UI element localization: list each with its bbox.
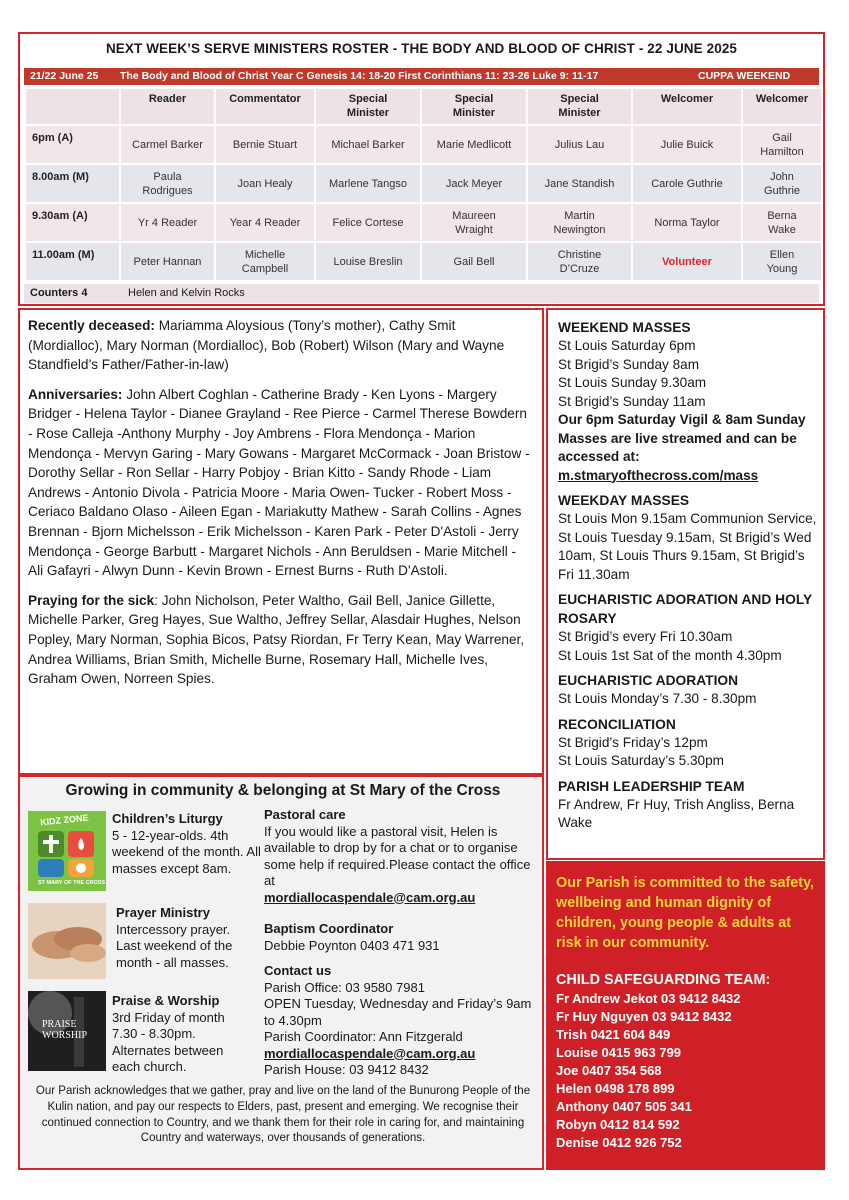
roster-cell: Peter Hannan — [120, 242, 215, 281]
roster-row — [25, 203, 822, 242]
roster-readings: The Body and Blood of Christ Year C Genesis 14: 18-20 First Corinthians 11: 23-26 Luke 9: 11-17 — [120, 70, 599, 82]
roster-cell: Julie Buick — [632, 125, 742, 164]
roster-header — [25, 88, 120, 125]
roster-cell: Volunteer — [632, 242, 742, 281]
safeguarding-member: Joe 0407 354 568 — [556, 1063, 662, 1078]
roster-cell: Maureen Wraight — [421, 203, 527, 242]
roster-cell: Gail Bell — [421, 242, 527, 281]
adoration-time: St Louis Monday’s 7.30 - 8.30pm — [558, 691, 757, 706]
roster-cell: Carole Guthrie — [632, 164, 742, 203]
roster-cell: Joan Healy — [215, 164, 315, 203]
roster-cell: Julius Lau — [527, 125, 632, 164]
roster-cell: Michelle Campbell — [215, 242, 315, 281]
masses-panel — [546, 308, 825, 860]
roster-cell: Felice Cortese — [315, 203, 421, 242]
roster-cell: Ellen Young — [742, 242, 822, 281]
recently-deceased: Recently deceased: Mariamma Aloysious (Tony’s mother), Cathy Smit (Mordialloc), Mary Norman (Mordialloc), Bob (Robert) Wilson (Mary and Wayne Standfield’s Father/Father-in-law) — [28, 318, 505, 373]
roster-header: Welcomer — [742, 88, 822, 125]
roster-cell: Marie Medlicott — [421, 125, 527, 164]
reconciliation-time: St Louis Saturday’s 5.30pm — [558, 753, 724, 768]
kidz-zone-logo — [28, 811, 106, 891]
safeguarding-member: Trish 0421 604 849 — [556, 1027, 671, 1042]
safeguarding-member: Fr Andrew Jekot 03 9412 8432 — [556, 991, 741, 1006]
roster-cell: Bernie Stuart — [215, 125, 315, 164]
safeguarding-commitment: Our Parish is committed to the safety, wellbeing and human dignity of children, young people & adults at risk in our community. — [556, 875, 815, 951]
roster-row — [25, 164, 822, 203]
kidz-zone-text: KIDZ ZONE — [39, 812, 89, 828]
leadership-heading: PARISH LEADERSHIP TEAM — [558, 778, 745, 794]
praise-worship-logo-text: PRAISE WORSHIP — [42, 1019, 88, 1041]
roster-table — [24, 87, 823, 282]
anniversaries: Anniversaries: John Albert Coghlan - Catherine Brady - Ken Lyons - Margery Bridger - Helena Taylor - Dianee Grayland - Ree Pierce - Carmel Therese Bowdern - Rose Calleja -Anthony Murphy - Joy Ambrens - Flora Mendonça - Marion Mendonça - Mervyn Garing - Mary Gowans - Margaret McCormack - Joan Bristow - Dorothy Sellar - Ron Sellar - Harry Pobjoy - Brian Kitto - Sandy Rhode - Liam Andrews - Antonio Divola - Patricia Moore - Maria Owen- Tucker - Robert Moss - Ceriaco Baldano Olaso - Aileen Egan - Mariakutty Mathew - Sarah Collins - Agnes Brennan - Bjorn Michelsson - Erik Michelsson - Karen Park - Peter D'Astoli - Jerry Mendonça - George Barbutt - Margaret Nichols - Ann Beruldsen - Marie Mitchell - Ali Gafayri - Alwyn Dunn - Kevin Brown - Ernest Burns - Ruth D'Astoli. — [28, 386, 530, 579]
weekend-mass: St Louis Saturday 6pm — [558, 338, 696, 353]
growing-community-panel — [18, 775, 544, 1170]
roster-cell: Jane Standish — [527, 164, 632, 203]
baptism-coordinator: Baptism Coordinator Debbie Poynton 0403 471 931 — [264, 921, 440, 953]
roster-date: 21/22 June 25 — [30, 70, 99, 82]
reconciliation-heading: RECONCILIATION — [558, 716, 676, 732]
leadership-team: Fr Andrew, Fr Huy, Trish Angliss, Berna Wake — [558, 796, 795, 830]
weekend-mass: St Louis Sunday 9.30am — [558, 375, 707, 390]
roster-header: Special Minister — [315, 88, 421, 125]
roster-header: Reader — [120, 88, 215, 125]
reconciliation-time: St Brigid’s Friday’s 12pm — [558, 734, 708, 750]
safeguarding-member: Anthony 0407 505 341 — [556, 1099, 692, 1114]
weekday-masses-heading: WEEKDAY MASSES — [558, 493, 690, 508]
kidz-zone-sub: ST MARY OF THE CROSS — [38, 880, 106, 886]
cuppa-weekend: CUPPA WEEKEND — [698, 70, 791, 82]
roster-time: 8.00am (M) — [25, 164, 120, 203]
roster-time: 9.30am (A) — [25, 203, 120, 242]
roster-cell: Norma Taylor — [632, 203, 742, 242]
livestream-note: Our 6pm Saturday Vigil & 8am Sunday Masses are live streamed and can be accessed at: — [558, 412, 806, 464]
roster-cell: Gail Hamilton — [742, 125, 822, 164]
roster-cell: Marlene Tangso — [315, 164, 421, 203]
roster-cell: Yr 4 Reader — [120, 203, 215, 242]
growing-title: Growing in community & belonging at St Mary of the Cross — [65, 782, 501, 799]
weekend-masses-heading: WEEKEND MASSES — [558, 320, 691, 335]
roster-cell: John Guthrie — [742, 164, 822, 203]
roster-panel — [18, 32, 825, 306]
roster-cell: Louise Breslin — [315, 242, 421, 281]
roster-header: Welcomer — [632, 88, 742, 125]
safeguarding-member: Fr Huy Nguyen 03 9412 8432 — [556, 1009, 732, 1024]
pastoral-care: Pastoral care If you would like a pastoral visit, Helen is available to drop by for a chat or to organise some help if required.Please contact the office at mordiallocaspendale@cam.org.au — [264, 807, 534, 906]
safeguarding-member: Louise 0415 963 799 — [556, 1045, 682, 1060]
roster-cell: Berna Wake — [742, 203, 822, 242]
contact-email-link[interactable]: mordiallocaspendale@cam.org.au — [264, 1045, 476, 1061]
praise-worship-image — [28, 991, 106, 1071]
prayer-ministry: Prayer Ministry Intercessory prayer. Last weekend of the month - all masses. — [116, 905, 233, 970]
roster-cell: Michael Barker — [315, 125, 421, 164]
safeguarding-member: Robyn 0412 814 592 — [556, 1117, 680, 1132]
counters-row — [24, 284, 819, 303]
counters-label: Counters 4 — [30, 287, 88, 299]
praying-hands-icon — [28, 903, 106, 979]
roster-readings-band — [24, 68, 819, 85]
roster-row — [25, 125, 822, 164]
weekday-masses: St Louis Mon 9.15am Communion Service, St Louis Tuesday 9.15am, St Brigid’s Wed 10am, St Louis Thurs 9.15am, St Brigid’s Fri 11.30am — [558, 511, 817, 582]
weekend-mass: St Brigid’s Sunday 8am — [558, 356, 700, 372]
adoration-rosary-heading: EUCHARISTIC ADORATION AND HOLY ROSARY — [558, 592, 812, 626]
roster-cell: Paula Rodrigues — [120, 164, 215, 203]
safeguarding-team-heading: CHILD SAFEGUARDING TEAM: — [556, 972, 771, 988]
roster-cell: Year 4 Reader — [215, 203, 315, 242]
weekend-mass: St Brigid’s Sunday 11am — [558, 393, 706, 409]
counters-value: Helen and Kelvin Rocks — [128, 287, 245, 299]
roster-cell: Martin Newington — [527, 203, 632, 242]
contact-us: Contact us Parish Office: 03 9580 7981 OPEN Tuesday, Wednesday and Friday’s 9am to 4.30pm Parish Coordinator: Ann Fitzgerald mordiallocaspendale@cam.org.au Parish House: 03 9412 8432 — [264, 963, 534, 1079]
country-acknowledgement: Our Parish acknowledges that we gather, pray and live on the land of the Bunurong People of the Kulin nation, and pay our respects to Elders, past, present and emerging. We recognise their continued connection to Country, and we thank them for their role in caring for, and maintaining Country and waterways, over thousands of generations. — [35, 1085, 531, 1145]
roster-cell: Jack Meyer — [421, 164, 527, 203]
childrens-liturgy: Children’s Liturgy 5 - 12-year-olds. 4th weekend of the month. All masses except 8am. — [112, 811, 261, 876]
livestream-link[interactable]: m.stmaryofthecross.com/mass — [558, 467, 759, 483]
roster-header: Special Minister — [421, 88, 527, 125]
safeguarding-panel — [546, 861, 825, 1170]
safeguarding-member: Denise 0412 926 752 — [556, 1135, 682, 1150]
roster-header: Commentator — [215, 88, 315, 125]
prayer-hands-image — [28, 903, 106, 979]
adoration-rosary-time: St Louis 1st Sat of the month 4.30pm — [558, 647, 782, 663]
adoration-heading: EUCHARISTIC ADORATION — [558, 673, 739, 688]
roster-row — [25, 242, 822, 281]
praying-for-sick: Praying for the sick: John Nicholson, Peter Waltho, Gail Bell, Janice Gillette, Michelle Parker, Greg Hayes, Sue Waltho, Jeffrey Sellar, Alasdair Hughes, Nelson Popley, Mary Norman, Sophia Bicos, Patsy Riordan, Fr Terry Kean, May Warrener, Andrea Williams, Brian Smith, Michelle Burne, Rosemary Hall, Michelle Ives, Graham Owen, Norreen Spies. — [28, 592, 525, 687]
roster-time: 11.00am (M) — [25, 242, 120, 281]
safeguarding-member: Helen 0498 178 899 — [556, 1081, 675, 1096]
adoration-rosary-time: St Brigid’s every Fri 10.30am — [558, 629, 733, 644]
roster-header-row — [25, 88, 822, 125]
roster-cell: Carmel Barker — [120, 125, 215, 164]
roster-time: 6pm (A) — [25, 125, 120, 164]
pastoral-email-link[interactable]: mordiallocaspendale@cam.org.au — [264, 889, 476, 905]
roster-cell: Christine D’Cruze — [527, 242, 632, 281]
roster-header: Special Minister — [527, 88, 632, 125]
notices-panel — [18, 308, 544, 775]
praise-worship: Praise & Worship 3rd Friday of month 7.30 - 8.30pm. Alternates between each church. — [112, 993, 225, 1074]
roster-title: NEXT WEEK’S SERVE MINISTERS ROSTER - THE BODY AND BLOOD OF CHRIST - 22 JUNE 2025 — [105, 41, 738, 56]
